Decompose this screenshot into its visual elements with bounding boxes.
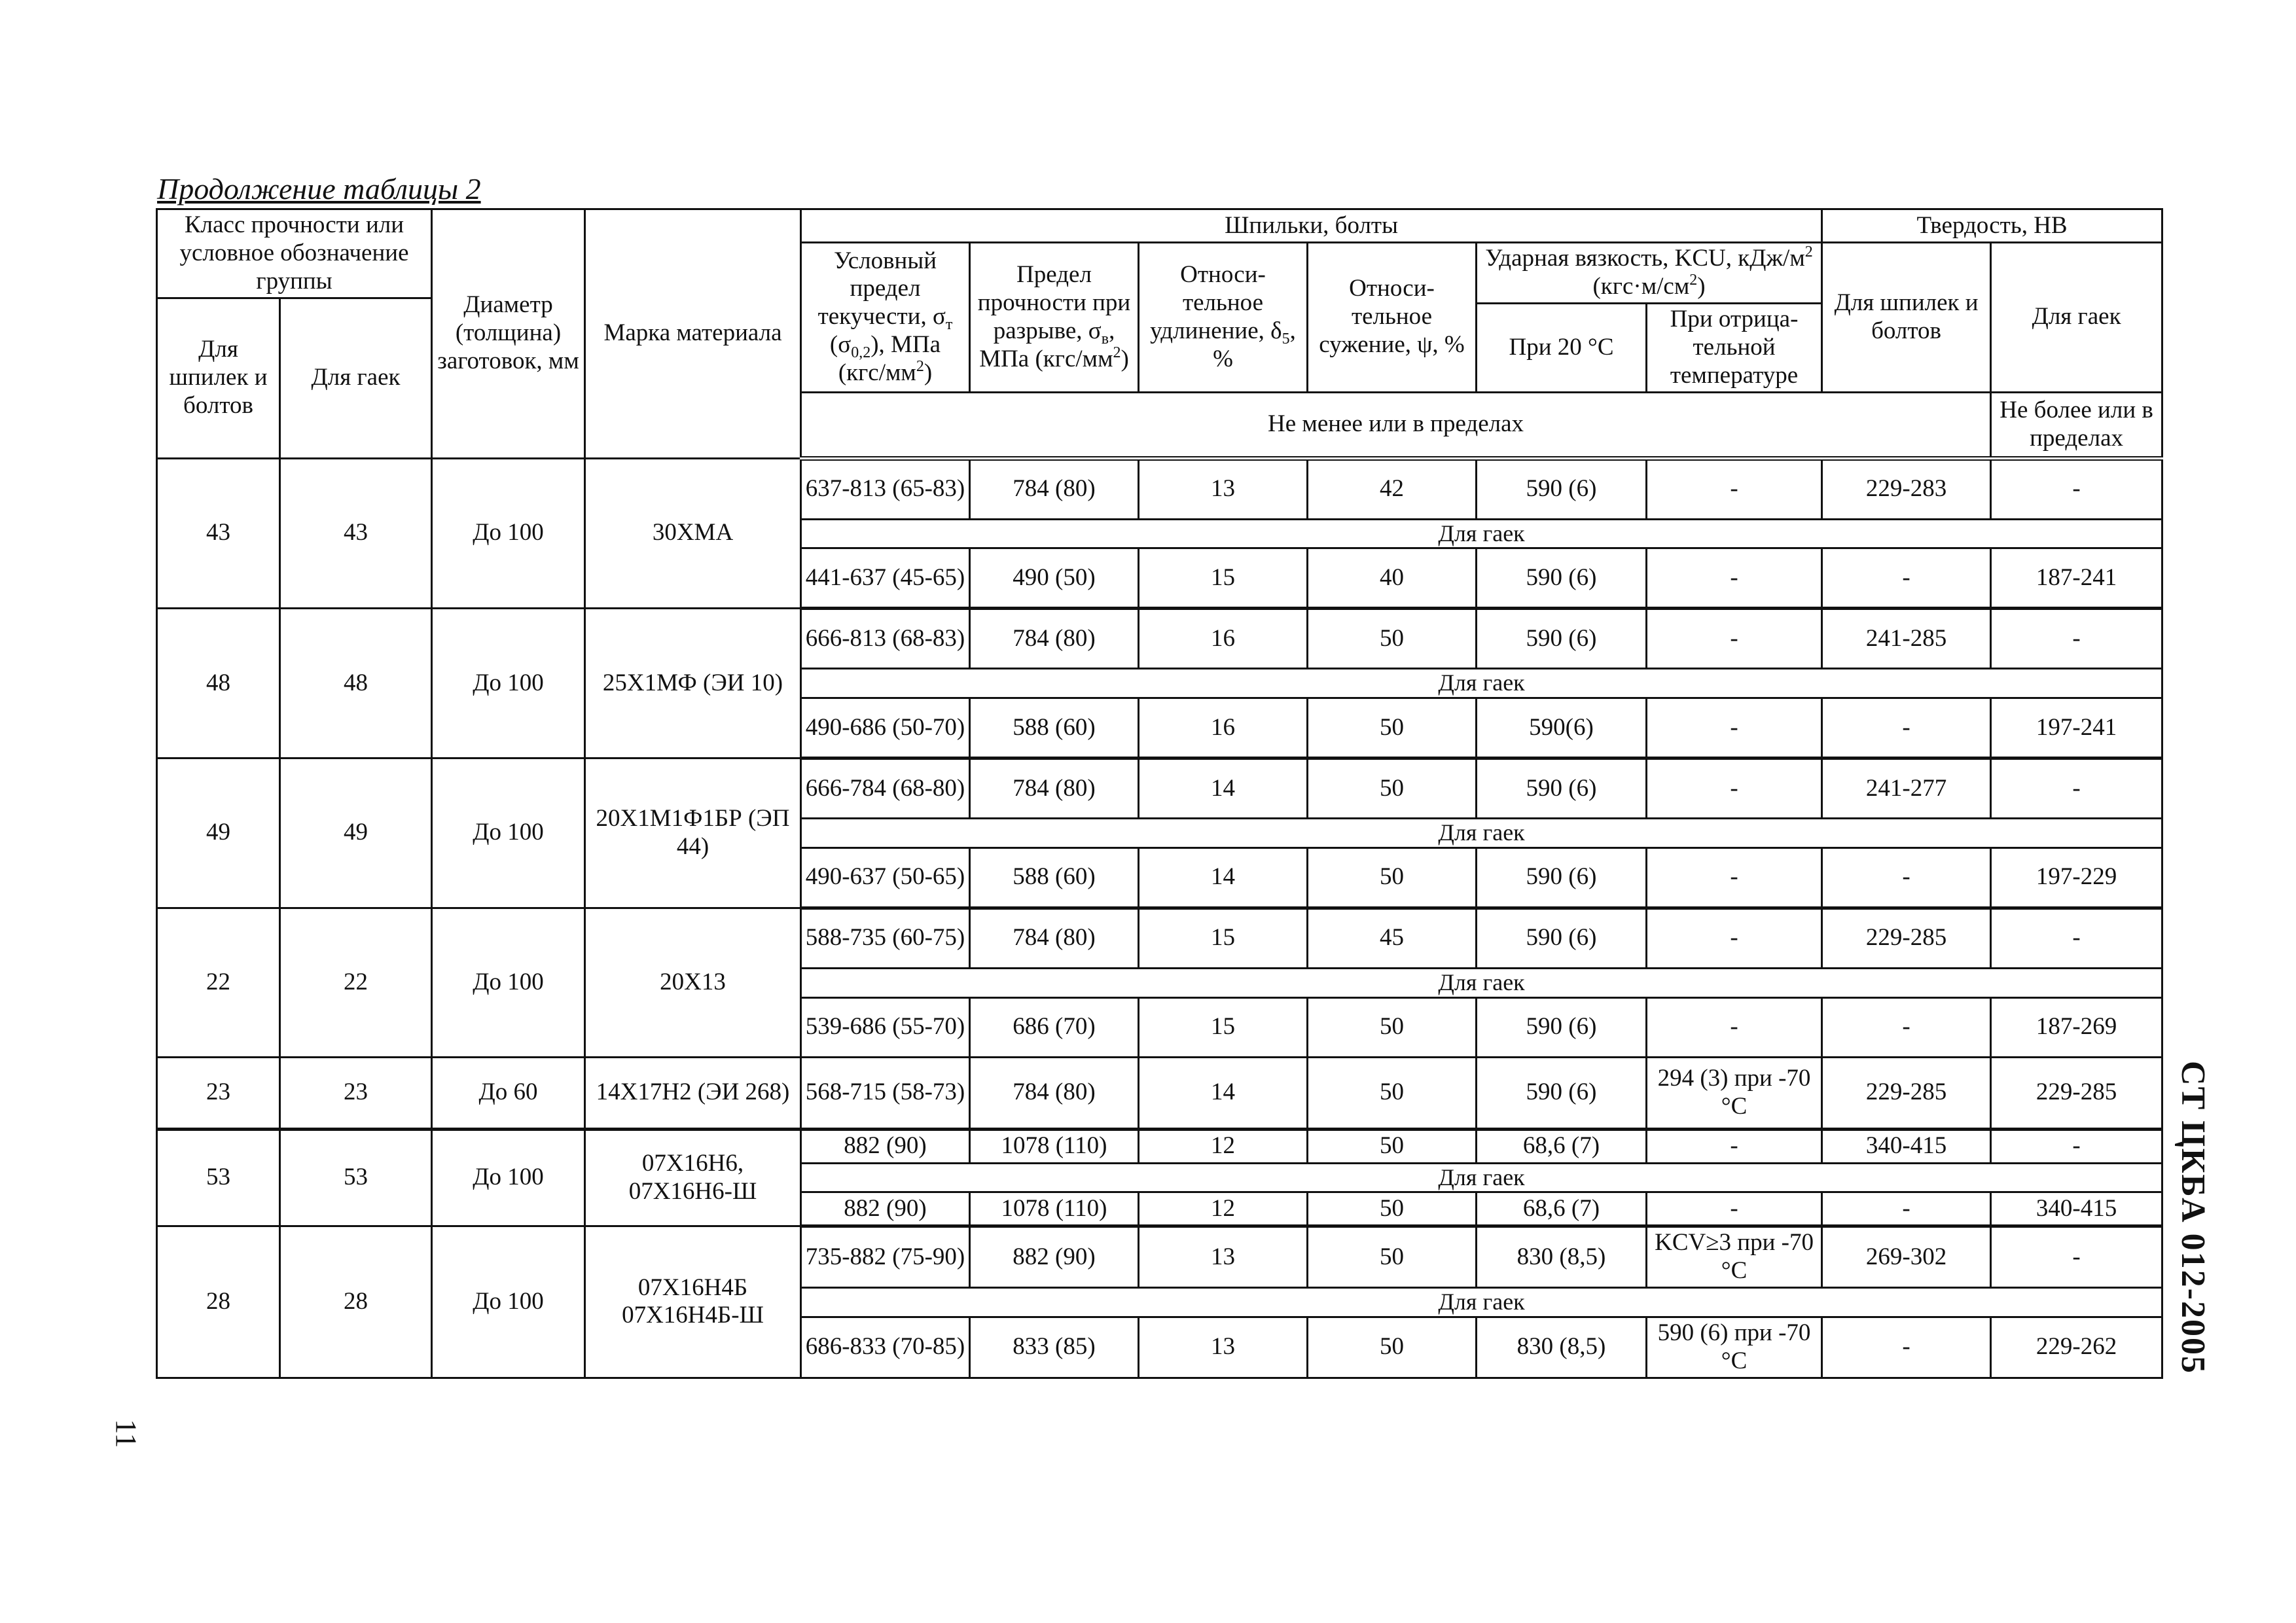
nuts-label: Для гаек [801,819,2162,848]
table-row [157,458,2162,519]
table-cell: До 100 [432,758,585,908]
table-cell: 784 (80) [970,609,1139,669]
table-cell: 784 (80) [970,458,1139,519]
table-cell: - [1647,1192,1822,1226]
table-cell: 197-229 [1991,847,2162,908]
header-studs-bolts: Шпильки, болты [801,209,1822,243]
table-cell: - [1822,698,1991,758]
header-for-studs: Для шпилек и болтов [157,298,280,458]
table-cell: 07Х16Н4Б 07Х16Н4Б-Ш [585,1226,801,1378]
table-cell: 229-262 [1991,1317,2162,1378]
table-cell: До 60 [432,1057,585,1129]
table-cell: - [1991,609,2162,669]
table-cell: 588-735 (60-75) [801,908,970,968]
table-cell: 53 [157,1129,280,1226]
table-cell: 229-285 [1822,908,1991,968]
table-cell: 1078 (110) [970,1192,1139,1226]
table-cell: 590 (6) [1477,548,1647,609]
table-cell: 22 [280,908,432,1057]
table-cell: До 100 [432,908,585,1057]
header-reduction: Относи-тельное сужение, ψ, % [1308,243,1477,393]
table-cell: 686-833 (70-85) [801,1317,970,1378]
table-cell: - [1647,698,1822,758]
header-at-negative: При отрица-тельной температуре [1647,303,1822,392]
table-cell: 269-302 [1822,1226,1991,1288]
table-cell: 14 [1139,1057,1308,1129]
table-cell: 882 (90) [970,1226,1139,1288]
table-cell: 50 [1308,1057,1477,1129]
table-row [157,1057,2162,1129]
nuts-label: Для гаек [801,1163,2162,1192]
table-cell: 13 [1139,458,1308,519]
table-cell: 50 [1308,997,1477,1057]
table-cell: 13 [1139,1226,1308,1288]
table-cell: 539-686 (55-70) [801,997,970,1057]
table-cell: 784 (80) [970,908,1139,968]
table-cell: - [1647,908,1822,968]
mechanical-properties-table [156,208,2163,1379]
table-row [157,758,2162,819]
header-impact: Ударная вязкость, KCU, кДж/$м^2$ $(кгс\cdot м/см^2)$ [1477,243,1822,304]
table-cell: 686 (70) [970,997,1139,1057]
table-cell: 50 [1308,1317,1477,1378]
table-cell: 197-241 [1991,698,2162,758]
table-cell: 590 (6) [1477,1057,1647,1129]
header-material: Марка материала [585,209,801,459]
nuts-label: Для гаек [801,1288,2162,1317]
table-cell: До 100 [432,609,585,758]
table-cell: 50 [1308,758,1477,819]
table-cell: 16 [1139,698,1308,758]
table-cell: 13 [1139,1317,1308,1378]
table-cell: - [1647,609,1822,669]
table-cell: 20Х1М1Ф1БР (ЭП 44) [585,758,801,908]
table-cell: 15 [1139,997,1308,1057]
table-cell: 590(6) [1477,698,1647,758]
table-cell: - [1991,1226,2162,1288]
document-code: СТ ЦКБА 012-2005 [2174,1060,2212,1374]
table-cell: 882 (90) [801,1192,970,1226]
table-cell: 830 (8,5) [1477,1226,1647,1288]
table-cell: 50 [1308,1129,1477,1163]
table-cell: - [1991,1129,2162,1163]
header-diameter: Диаметр (толщина) заготовок, мм [432,209,585,459]
table-cell: 666-784 (68-80) [801,758,970,819]
nuts-label: Для гаек [801,968,2162,997]
table-cell: 241-277 [1822,758,1991,819]
table-cell: 30ХМА [585,458,801,609]
table-cell: 43 [280,458,432,609]
table-cell: 14Х17Н2 (ЭИ 268) [585,1057,801,1129]
table-caption: Продолжение таблицы 2 [157,172,481,205]
table-cell: 294 (3) при -70 °С [1647,1057,1822,1129]
table-cell: - [1991,458,2162,519]
table-row [157,609,2162,669]
table-cell: 590 (6) [1477,758,1647,819]
table-cell: 07Х16Н6, 07Х16Н6-Ш [585,1129,801,1226]
table-cell: До 100 [432,1226,585,1378]
table-cell: - [1822,1317,1991,1378]
table-cell: 68,6 (7) [1477,1192,1647,1226]
table-cell: 590 (6) [1477,847,1647,908]
table-cell: 40 [1308,548,1477,609]
table-cell: 23 [280,1057,432,1129]
table-cell: 229-285 [1991,1057,2162,1129]
header-at-20: При 20 °С [1477,303,1647,392]
table-cell: 882 (90) [801,1129,970,1163]
table-cell: 229-285 [1822,1057,1991,1129]
table-cell: - [1991,758,2162,819]
table-cell: 490-686 (50-70) [801,698,970,758]
table-cell: 50 [1308,1192,1477,1226]
table-cell: - [1647,758,1822,819]
table-cell: 49 [280,758,432,908]
table-cell: - [1822,997,1991,1057]
table-cell: - [1991,908,2162,968]
header-for-nuts: Для гаек [280,298,432,458]
table-cell: - [1822,847,1991,908]
table-cell: 830 (8,5) [1477,1317,1647,1378]
header-class-group: Класс прочности или условное обозначение группы [157,209,432,298]
table-cell: 50 [1308,698,1477,758]
header-hardness: Твердость, НВ [1822,209,2162,243]
table-cell: - [1647,1129,1822,1163]
table-cell: 590 (6) [1477,609,1647,669]
page-number: 11 [109,1418,143,1448]
table-cell: - [1647,548,1822,609]
table-cell: - [1647,458,1822,519]
header-not-more: Не более или в пределах [1991,392,2162,458]
table-cell: 28 [280,1226,432,1378]
table-cell: 229-283 [1822,458,1991,519]
table-cell: 590 (6) [1477,997,1647,1057]
table-cell: - [1647,847,1822,908]
table-cell: 15 [1139,548,1308,609]
nuts-label: Для гаек [801,519,2162,548]
table-cell: 588 (60) [970,847,1139,908]
table-cell: 50 [1308,847,1477,908]
table-cell: 588 (60) [970,698,1139,758]
table-cell: 637-813 (65-83) [801,458,970,519]
header-hb-nuts: Для гаек [1991,243,2162,393]
table-cell: 42 [1308,458,1477,519]
table-cell: 735-882 (75-90) [801,1226,970,1288]
table-cell: 15 [1139,908,1308,968]
table-cell: 490 (50) [970,548,1139,609]
header-not-less: Не менее или в пределах [801,392,1991,458]
table-cell: 568-715 (58-73) [801,1057,970,1129]
table-cell: - [1822,1192,1991,1226]
header-tensile: Предел прочности при разрыве, $\sigma_в$, МПа $(кгс/мм^2)$ [970,243,1139,393]
table-cell: 441-637 (45-65) [801,548,970,609]
table-cell: 48 [157,609,280,758]
table-cell: 20Х13 [585,908,801,1057]
table-cell: 187-269 [1991,997,2162,1057]
table-cell: 53 [280,1129,432,1226]
table-cell: 833 (85) [970,1317,1139,1378]
table-cell: 490-637 (50-65) [801,847,970,908]
table-cell: 23 [157,1057,280,1129]
table-cell: 45 [1308,908,1477,968]
table-cell: 14 [1139,758,1308,819]
table-cell: 14 [1139,847,1308,908]
table-cell: KCV≥3 при -70 °С [1647,1226,1822,1288]
header-yield: Условный предел текучести, $\sigma_т$ $(\sigma_{0,2})$, МПа $(кгс/мм^2)$ [801,243,970,393]
table-cell: 666-813 (68-83) [801,609,970,669]
table-cell: - [1647,997,1822,1057]
table-cell: 12 [1139,1129,1308,1163]
table-cell: 50 [1308,1226,1477,1288]
table-cell: 43 [157,458,280,609]
table-cell: 784 (80) [970,758,1139,819]
table-row [157,1226,2162,1288]
header-elongation: Относи-тельное удлинение, $\delta_5$, % [1139,243,1308,393]
table-cell: 50 [1308,609,1477,669]
table-cell: 12 [1139,1192,1308,1226]
table-cell: 784 (80) [970,1057,1139,1129]
table-cell: 68,6 (7) [1477,1129,1647,1163]
table-cell: 340-415 [1991,1192,2162,1226]
table-cell: До 100 [432,458,585,609]
table-cell: 590 (6) [1477,458,1647,519]
table-cell: 1078 (110) [970,1129,1139,1163]
header-row-1 [157,209,2162,243]
table-cell: 25Х1МФ (ЭИ 10) [585,609,801,758]
table-cell: 48 [280,609,432,758]
table-cell: 241-285 [1822,609,1991,669]
table-cell: 187-241 [1991,548,2162,609]
table-cell: 590 (6) при -70 °С [1647,1317,1822,1378]
nuts-label: Для гаек [801,669,2162,698]
table-cell: 16 [1139,609,1308,669]
table-cell: До 100 [432,1129,585,1226]
table-cell: - [1822,548,1991,609]
table-row [157,908,2162,968]
header-hb-studs: Для шпилек и болтов [1822,243,1991,393]
table-cell: 28 [157,1226,280,1378]
table-cell: 590 (6) [1477,908,1647,968]
table-cell: 340-415 [1822,1129,1991,1163]
table-row [157,1129,2162,1163]
table-cell: 49 [157,758,280,908]
table-cell: 22 [157,908,280,1057]
